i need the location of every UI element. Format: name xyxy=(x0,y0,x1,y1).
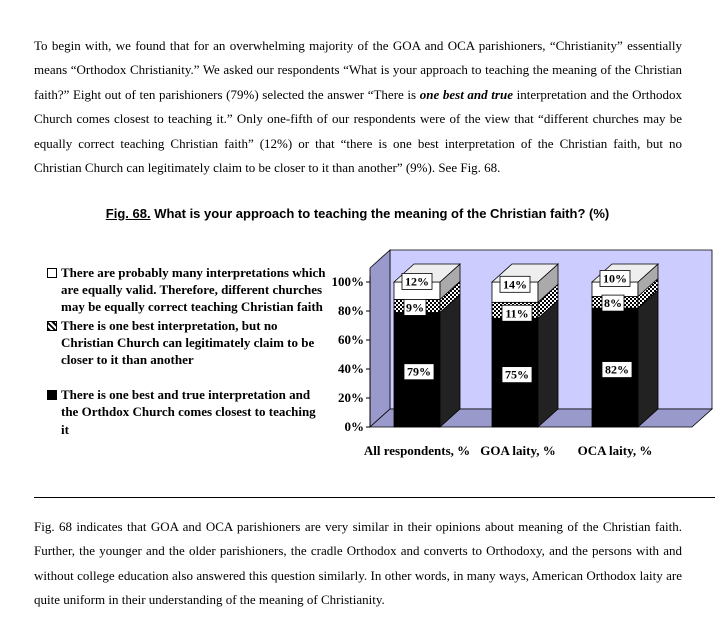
data-label: 75% xyxy=(505,367,529,382)
bar-segment-side xyxy=(638,290,658,427)
y-tick-label: 60% xyxy=(338,332,364,347)
data-label: 9% xyxy=(406,300,424,315)
y-tick-label: 20% xyxy=(338,390,364,405)
chart-side-wall xyxy=(370,250,390,427)
figure-label: Fig. 68. xyxy=(105,206,151,221)
section-divider xyxy=(34,497,715,498)
legend-text: There are probably many interpretations which are equally valid. Therefore, different churches may be equally correct teaching Christian faith xyxy=(61,265,326,315)
y-tick-label: 80% xyxy=(338,303,364,318)
intro-emphasis: one best and true xyxy=(419,86,513,102)
data-label: 11% xyxy=(505,306,529,321)
bar-segment-side xyxy=(538,300,558,427)
x-axis-category-label: All respondents, % xyxy=(363,443,471,458)
legend-text: There is one best and true interpretation and the Orthdox Church comes closest to teaching it xyxy=(61,387,316,437)
bar-segment-side xyxy=(440,294,460,427)
legend-text: There is one best interpretation, but no Christian Church can legitimately claim to be closer to it than another xyxy=(61,317,315,368)
intro-text-start: To begin with, we found that for an overwhelming majority of the GOA and OCA parishioners, “Christianity” essentially means “Orthodox Christianity.” We asked our respondents “What is your approach to teaching the meaning of the Christian faith?” Eight out of ten parishioners (79%) selected the answer “There is xyxy=(34,38,682,102)
data-label: 79% xyxy=(407,364,431,379)
figure-title: What is your approach to teaching the meaning of the Christian faith? (%) xyxy=(150,206,610,221)
data-label: 14% xyxy=(503,277,527,292)
y-tick-label: 100% xyxy=(331,274,364,289)
data-label: 82% xyxy=(605,362,629,377)
x-axis-category-label: OCA laity, % xyxy=(577,443,653,458)
data-label: 8% xyxy=(604,296,622,311)
data-label: 10% xyxy=(603,271,627,286)
conclusion-paragraph: Fig. 68 indicates that GOA and OCA parishioners are very similar in their opinions about meaning of the Christian faith. Further, the younger and the older parishioners, the cradle Orthodox and converts to Orthodoxy, and the persons with and without college education also answered this question similarly. In other words, in many ways, American Orthodox laity are quite uniform in their understanding of the meaning of Christianity. xyxy=(34,519,682,608)
intro-text-end: interpretation and the Orthodox Church comes closest to teaching it.” Only one-fifth of our respondents were of the view that “different churches may be equally correct teaching Christian faith” (12%) or that “there is one best interpretation of the Christian faith, but no Christian Church can legitimately claim to be closer to it than another” (9%). See Fig. 68. xyxy=(34,86,682,176)
y-tick-label: 40% xyxy=(338,361,364,376)
x-axis-category-label: GOA laity, % xyxy=(480,443,556,458)
data-label: 12% xyxy=(405,274,429,289)
y-tick-label: 0% xyxy=(344,419,364,434)
